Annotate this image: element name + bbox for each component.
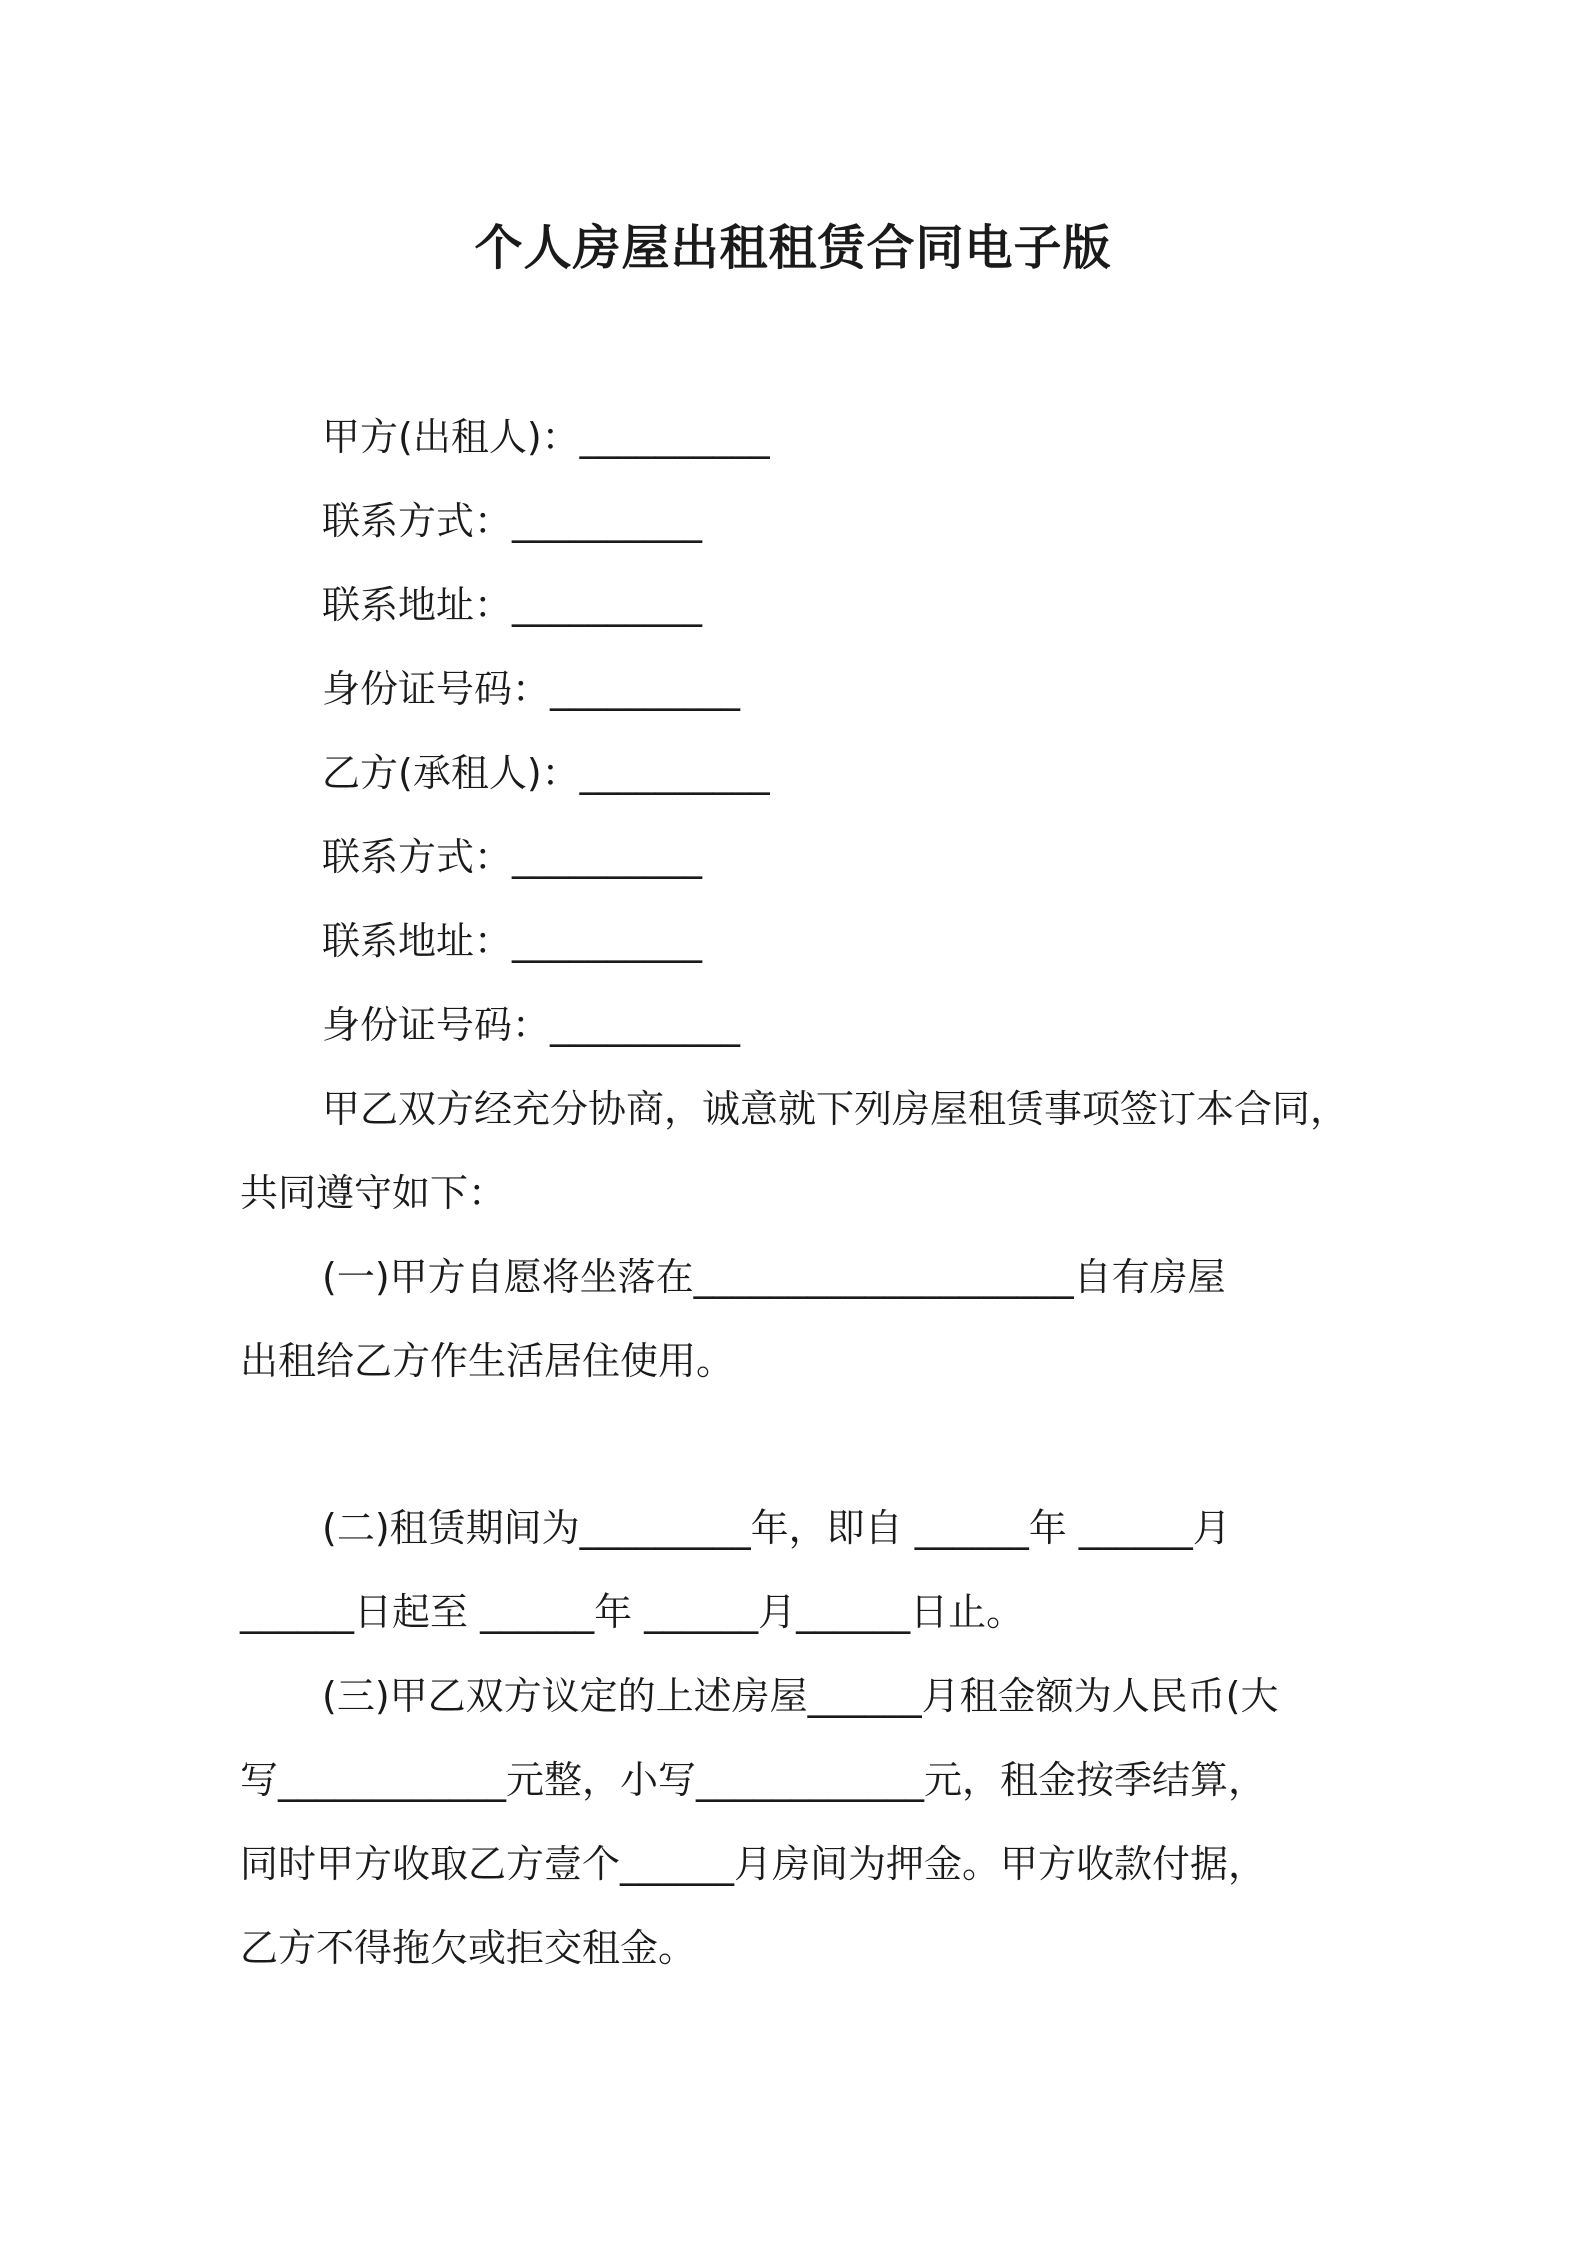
party-b-address-line: 联系地址：__________ xyxy=(322,919,703,963)
clause-2-line-2: ______日起至 ______年 ______月______日止。 xyxy=(240,1590,1025,1634)
party-b-name-line: 乙方(承租人)：__________ xyxy=(322,751,770,795)
party-a-name-line: 甲方(出租人)：__________ xyxy=(322,415,770,459)
party-a-phone-line: 联系方式：__________ xyxy=(322,499,703,543)
document-title: 个人房屋出租租赁合同电子版 xyxy=(474,220,1112,276)
party-b-id-line: 身份证号码：__________ xyxy=(322,1003,741,1047)
preamble-line-2: 共同遵守如下： xyxy=(240,1171,507,1215)
clause-3-line-4: 乙方不得拖欠或拒交租金。 xyxy=(240,1926,697,1970)
clause-2-line-1: (二)租赁期间为_________年，即自 ______年 ______月 xyxy=(322,1506,1231,1550)
clause-3-line-3: 同时甲方收取乙方壹个______月房间为押金。甲方收款付据， xyxy=(240,1842,1267,1886)
party-a-address-line: 联系地址：__________ xyxy=(322,583,703,627)
clause-3-line-1: (三)甲乙双方议定的上述房屋______月租金额为人民币(大 xyxy=(322,1674,1279,1718)
clause-3-line-2: 写____________元整，小写____________元，租金按季结算， xyxy=(240,1758,1267,1802)
clause-1-line-1: (一)甲方自愿将坐落在____________________自有房屋 xyxy=(322,1255,1226,1299)
party-a-id-line: 身份证号码：__________ xyxy=(322,667,741,711)
clause-1-line-2: 出租给乙方作生活居住使用。 xyxy=(240,1339,735,1383)
party-b-phone-line: 联系方式：__________ xyxy=(322,835,703,879)
preamble-line-1: 甲乙双方经充分协商，诚意就下列房屋租赁事项签订本合同， xyxy=(322,1087,1349,1131)
